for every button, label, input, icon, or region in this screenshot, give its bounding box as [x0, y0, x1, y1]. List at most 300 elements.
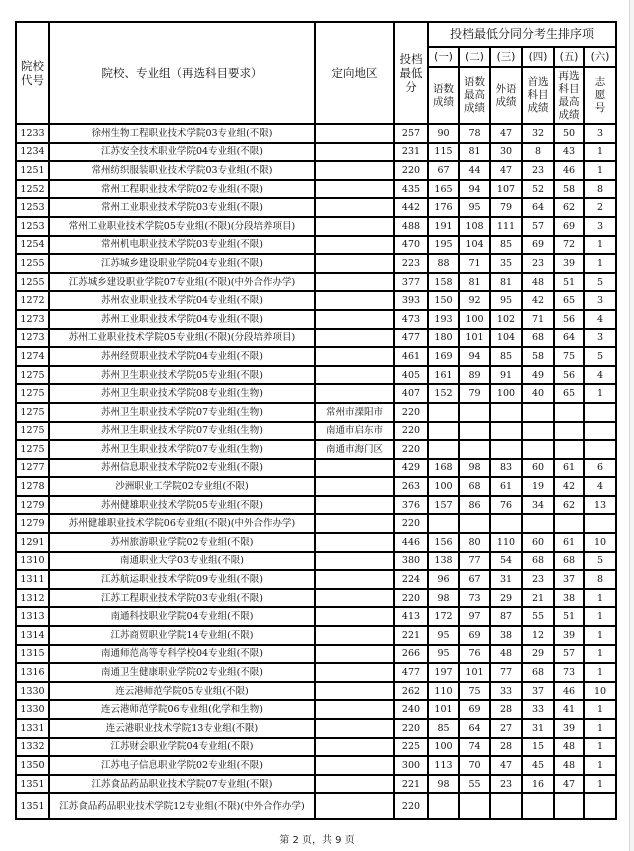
- tiebreak-cell-2: 76: [459, 645, 490, 664]
- tiebreak-cell-6: 4: [584, 477, 616, 496]
- table-row: [16, 738, 616, 757]
- tiebreak-cell-4: 8: [522, 143, 554, 162]
- min-score-cell: 435: [394, 180, 428, 199]
- name-cell: 苏州卫生职业技术学院07专业组(生物): [49, 422, 315, 441]
- tiebreak-cell-1: 158: [428, 273, 459, 292]
- tiebreak-cell-4: 31: [522, 719, 554, 738]
- tiebreak-cell-5: 61: [554, 459, 584, 478]
- min-score-cell: 442: [394, 198, 428, 217]
- code-cell: 1315: [16, 645, 49, 664]
- tiebreak-cell-3: 81: [490, 273, 522, 292]
- code-cell: 1350: [16, 756, 49, 775]
- tiebreak-cell-3: 28: [490, 738, 522, 757]
- tiebreak-cell-5: 41: [554, 700, 584, 719]
- tiebreak-cell-1: 165: [428, 180, 459, 199]
- tiebreak-cell-2: 92: [459, 291, 490, 310]
- tiebreak-cell-3: 30: [490, 143, 522, 162]
- tiebreak-cell-1: 110: [428, 682, 459, 701]
- min-score-cell: 221: [394, 626, 428, 645]
- name-cell: 江苏商贸职业学院14专业组(不限): [49, 626, 315, 645]
- tiebreak-cell-4: 42: [522, 291, 554, 310]
- code-cell: 1311: [16, 570, 49, 589]
- region-cell: [315, 793, 394, 819]
- name-cell: 连云港师范学院06专业组(化学和生物): [49, 700, 315, 719]
- min-score-cell: 220: [394, 161, 428, 180]
- code-cell: 1273: [16, 329, 49, 348]
- region-cell: [315, 645, 394, 664]
- tiebreak-cell-6: 1: [584, 738, 616, 757]
- tiebreak-cell-1: 150: [428, 291, 459, 310]
- tiebreak-cell-6: 1: [584, 663, 616, 682]
- tiebreak-cell-2: 98: [459, 459, 490, 478]
- name-cell: 常州纺织服装职业技术学院03专业组(不限): [49, 161, 315, 180]
- page-number: 第 2 页，共 9 页: [279, 835, 355, 846]
- tiebreak-cell-5: 39: [554, 254, 584, 273]
- tiebreak-cell-6: 8: [584, 180, 616, 199]
- tiebreak-cell-2: 94: [459, 347, 490, 366]
- code-cell: 1351: [16, 793, 49, 819]
- name-cell: 苏州工业职业技术学院05专业组(不限)(分段培养项目): [49, 329, 315, 348]
- tiebreak-cell-3: 104: [490, 329, 522, 348]
- tiebreak-cell-5: 51: [554, 607, 584, 626]
- code-cell: 1331: [16, 719, 49, 738]
- code-cell: 1332: [16, 738, 49, 757]
- table-row: [16, 198, 616, 217]
- tiebreak-cell-6: 3: [584, 329, 616, 348]
- tiebreak-cell-5: [554, 440, 584, 459]
- tiebreak-cell-5: 56: [554, 366, 584, 385]
- tiebreak-cell-2: 55: [459, 775, 490, 794]
- min-score-cell: 231: [394, 143, 428, 162]
- name-cell: 常州工业职业技术学院03专业组(不限): [49, 198, 315, 217]
- name-cell: 连云港职业技术学院13专业组(不限): [49, 719, 315, 738]
- tiebreak-cell-2: 100: [459, 310, 490, 329]
- header-tiebreak-group: 投档最低分同分考生排序项: [428, 22, 616, 47]
- tiebreak-cell-2: 81: [459, 143, 490, 162]
- tiebreak-cell-4: 34: [522, 496, 554, 515]
- tiebreak-cell-4: 58: [522, 347, 554, 366]
- tiebreak-cell-6: 6: [584, 459, 616, 478]
- tiebreak-cell-3: 48: [490, 645, 522, 664]
- tiebreak-cell-6: 1: [584, 254, 616, 273]
- table-row: [16, 384, 616, 403]
- region-cell: [315, 291, 394, 310]
- tiebreak-cell-4: 52: [522, 180, 554, 199]
- region-cell: 南通市启东市: [315, 422, 394, 441]
- name-cell: 常州工程职业技术学院02专业组(不限): [49, 180, 315, 199]
- header-sub-label: 首选 科目 成绩: [522, 67, 554, 124]
- name-cell: 苏州卫生职业技术学院07专业组(生物): [49, 440, 315, 459]
- name-cell: 苏州信息职业技术学院02专业组(不限): [49, 459, 315, 478]
- tiebreak-cell-6: 1: [584, 236, 616, 255]
- tiebreak-cell-2: 78: [459, 124, 490, 143]
- tiebreak-cell-6: 1: [584, 143, 616, 162]
- code-cell: 1255: [16, 273, 49, 292]
- min-score-cell: 477: [394, 663, 428, 682]
- tiebreak-cell-6: 1: [584, 700, 616, 719]
- min-score-cell: 224: [394, 570, 428, 589]
- name-cell: 沙洲职业工学院02专业组(不限): [49, 477, 315, 496]
- tiebreak-cell-1: 115: [428, 143, 459, 162]
- min-score-cell: 376: [394, 496, 428, 515]
- tiebreak-cell-3: 29: [490, 589, 522, 608]
- tiebreak-cell-5: 39: [554, 719, 584, 738]
- tiebreak-cell-6: 1: [584, 756, 616, 775]
- table-row: [16, 254, 616, 273]
- tiebreak-cell-3: 102: [490, 310, 522, 329]
- table-header: [16, 22, 616, 124]
- tiebreak-cell-5: [554, 403, 584, 422]
- tiebreak-cell-2: 69: [459, 626, 490, 645]
- tiebreak-cell-5: 42: [554, 477, 584, 496]
- tiebreak-cell-6: 10: [584, 682, 616, 701]
- tiebreak-cell-2: 70: [459, 756, 490, 775]
- tiebreak-cell-3: 27: [490, 719, 522, 738]
- region-cell: 常州市溧阳市: [315, 403, 394, 422]
- tiebreak-cell-5: 39: [554, 626, 584, 645]
- tiebreak-cell-2: 71: [459, 254, 490, 273]
- tiebreak-cell-2: 69: [459, 700, 490, 719]
- tiebreak-cell-3: 85: [490, 347, 522, 366]
- tiebreak-cell-5: 72: [554, 236, 584, 255]
- table-row: [16, 589, 616, 608]
- name-cell: 苏州旅游职业学院02专业组(不限): [49, 533, 315, 552]
- min-score-cell: 240: [394, 700, 428, 719]
- code-cell: 1275: [16, 384, 49, 403]
- region-cell: [315, 589, 394, 608]
- code-cell: 1275: [16, 440, 49, 459]
- name-cell: 南通职业大学03专业组(不限): [49, 552, 315, 571]
- tiebreak-cell-2: 75: [459, 682, 490, 701]
- tiebreak-cell-4: 71: [522, 310, 554, 329]
- min-score-cell: 429: [394, 459, 428, 478]
- tiebreak-cell-4: 21: [522, 589, 554, 608]
- tiebreak-cell-1: 101: [428, 700, 459, 719]
- tiebreak-cell-6: 1: [584, 645, 616, 664]
- code-cell: 1313: [16, 607, 49, 626]
- region-cell: [315, 180, 394, 199]
- region-cell: [315, 533, 394, 552]
- min-score-cell: 220: [394, 440, 428, 459]
- tiebreak-cell-4: 33: [522, 700, 554, 719]
- min-score-cell: 488: [394, 217, 428, 236]
- tiebreak-cell-5: 47: [554, 775, 584, 794]
- code-cell: 1254: [16, 236, 49, 255]
- table-row: [16, 310, 616, 329]
- tiebreak-cell-4: 49: [522, 366, 554, 385]
- code-cell: 1253: [16, 198, 49, 217]
- code-cell: 1251: [16, 161, 49, 180]
- tiebreak-cell-5: [554, 514, 584, 533]
- region-cell: [315, 775, 394, 794]
- tiebreak-cell-2: 44: [459, 161, 490, 180]
- table-row: [16, 533, 616, 552]
- header-region: 定向地区: [315, 22, 394, 124]
- tiebreak-cell-4: 68: [522, 552, 554, 571]
- region-cell: [315, 719, 394, 738]
- tiebreak-cell-3: 77: [490, 663, 522, 682]
- tiebreak-cell-2: 81: [459, 273, 490, 292]
- tiebreak-cell-1: 169: [428, 347, 459, 366]
- region-cell: [315, 514, 394, 533]
- name-cell: 江苏财会职业学院04专业组(不限): [49, 738, 315, 757]
- table-row: [16, 756, 616, 775]
- tiebreak-cell-3: [490, 514, 522, 533]
- tiebreak-cell-2: 73: [459, 589, 490, 608]
- tiebreak-cell-4: 23: [522, 570, 554, 589]
- name-cell: 南通卫生健康职业学院02专业组(不限): [49, 663, 315, 682]
- region-cell: [315, 607, 394, 626]
- name-cell: 苏州经贸职业技术学院04专业组(不限): [49, 347, 315, 366]
- min-score-cell: 413: [394, 607, 428, 626]
- tiebreak-cell-4: 45: [522, 756, 554, 775]
- tiebreak-cell-3: 110: [490, 533, 522, 552]
- table-row: [16, 180, 616, 199]
- scrollbar-track[interactable]: [629, 0, 634, 851]
- name-cell: 江苏航运职业技术学院09专业组(不限): [49, 570, 315, 589]
- tiebreak-cell-3: 47: [490, 756, 522, 775]
- name-cell: 南通师范高等专科学校04专业组(不限): [49, 645, 315, 664]
- min-score-cell: 220: [394, 793, 428, 819]
- code-cell: 1314: [16, 626, 49, 645]
- name-cell: 江苏工程职业技术学院03专业组(不限): [49, 589, 315, 608]
- tiebreak-cell-1: 113: [428, 756, 459, 775]
- table-row: [16, 719, 616, 738]
- header-sub-label: 语数 最高 成绩: [459, 67, 490, 124]
- min-score-cell: 263: [394, 477, 428, 496]
- tiebreak-cell-3: [490, 793, 522, 819]
- tiebreak-cell-5: 37: [554, 570, 584, 589]
- admission-score-table: [15, 21, 617, 820]
- tiebreak-cell-1: [428, 514, 459, 533]
- min-score-cell: 220: [394, 514, 428, 533]
- table-row: [16, 366, 616, 385]
- tiebreak-cell-6: 2: [584, 198, 616, 217]
- tiebreak-cell-2: 79: [459, 384, 490, 403]
- tiebreak-cell-5: 64: [554, 329, 584, 348]
- tiebreak-cell-6: 4: [584, 366, 616, 385]
- tiebreak-cell-5: [554, 793, 584, 819]
- code-cell: 1275: [16, 422, 49, 441]
- tiebreak-cell-1: 98: [428, 589, 459, 608]
- tiebreak-cell-4: 55: [522, 607, 554, 626]
- tiebreak-cell-4: [522, 422, 554, 441]
- region-cell: [315, 384, 394, 403]
- table-row: [16, 626, 616, 645]
- name-cell: 江苏食品药品职业技术学院12专业组(不限)(中外合作办学): [49, 793, 315, 819]
- region-cell: [315, 626, 394, 645]
- tiebreak-cell-4: 23: [522, 254, 554, 273]
- tiebreak-cell-5: 57: [554, 645, 584, 664]
- header-name: 院校、专业组（再选科目要求）: [49, 22, 315, 124]
- tiebreak-cell-2: [459, 514, 490, 533]
- name-cell: 常州工业职业技术学院05专业组(不限)(分段培养项目): [49, 217, 315, 236]
- code-cell: 1279: [16, 514, 49, 533]
- min-score-cell: 380: [394, 552, 428, 571]
- min-score-cell: 262: [394, 682, 428, 701]
- name-cell: 苏州健雄职业技术学院05专业组(不限): [49, 496, 315, 515]
- region-cell: [315, 329, 394, 348]
- tiebreak-cell-1: 195: [428, 236, 459, 255]
- code-cell: 1279: [16, 496, 49, 515]
- min-score-cell: 266: [394, 645, 428, 664]
- code-cell: 1252: [16, 180, 49, 199]
- tiebreak-cell-3: 87: [490, 607, 522, 626]
- code-cell: 1330: [16, 700, 49, 719]
- tiebreak-cell-3: 23: [490, 775, 522, 794]
- code-cell: 1277: [16, 459, 49, 478]
- tiebreak-cell-4: 37: [522, 682, 554, 701]
- tiebreak-cell-2: 80: [459, 533, 490, 552]
- region-cell: [315, 161, 394, 180]
- tiebreak-cell-5: 75: [554, 347, 584, 366]
- tiebreak-cell-5: 65: [554, 291, 584, 310]
- region-cell: [315, 143, 394, 162]
- tiebreak-cell-6: 5: [584, 273, 616, 292]
- header-code: 院校 代号: [16, 22, 49, 124]
- name-cell: 江苏安全技术职业学院04专业组(不限): [49, 143, 315, 162]
- tiebreak-cell-1: 197: [428, 663, 459, 682]
- tiebreak-cell-5: 50: [554, 124, 584, 143]
- code-cell: 1253: [16, 217, 49, 236]
- table-row: [16, 440, 616, 459]
- tiebreak-cell-3: 76: [490, 496, 522, 515]
- tiebreak-cell-2: 89: [459, 366, 490, 385]
- region-cell: [315, 273, 394, 292]
- tiebreak-cell-2: [459, 440, 490, 459]
- min-score-cell: 477: [394, 329, 428, 348]
- name-cell: 徐州生物工程职业技术学院03专业组(不限): [49, 124, 315, 143]
- code-cell: 1278: [16, 477, 49, 496]
- tiebreak-cell-4: 23: [522, 161, 554, 180]
- tiebreak-cell-6: 5: [584, 347, 616, 366]
- code-cell: 1291: [16, 533, 49, 552]
- region-cell: [315, 570, 394, 589]
- tiebreak-cell-6: 3: [584, 124, 616, 143]
- region-cell: [315, 756, 394, 775]
- tiebreak-cell-2: 101: [459, 663, 490, 682]
- name-cell: 江苏城乡建设职业学院07专业组(不限)(中外合作办学): [49, 273, 315, 292]
- tiebreak-cell-2: 97: [459, 607, 490, 626]
- min-score-cell: 220: [394, 422, 428, 441]
- tiebreak-cell-3: 31: [490, 570, 522, 589]
- region-cell: 南通市海门区: [315, 440, 394, 459]
- tiebreak-cell-1: 161: [428, 366, 459, 385]
- region-cell: [315, 459, 394, 478]
- tiebreak-cell-5: 61: [554, 533, 584, 552]
- tiebreak-cell-4: [522, 403, 554, 422]
- tiebreak-cell-1: 168: [428, 459, 459, 478]
- tiebreak-cell-1: 193: [428, 310, 459, 329]
- tiebreak-cell-6: 10: [584, 533, 616, 552]
- tiebreak-cell-2: 64: [459, 719, 490, 738]
- tiebreak-cell-4: [522, 793, 554, 819]
- code-cell: 1316: [16, 663, 49, 682]
- min-score-cell: 377: [394, 273, 428, 292]
- table-row: [16, 329, 616, 348]
- tiebreak-cell-1: 100: [428, 477, 459, 496]
- min-score-cell: 470: [394, 236, 428, 255]
- table-row: [16, 496, 616, 515]
- tiebreak-cell-5: 38: [554, 589, 584, 608]
- tiebreak-cell-5: 69: [554, 217, 584, 236]
- table-row: [16, 217, 616, 236]
- min-score-cell: 393: [394, 291, 428, 310]
- region-cell: [315, 236, 394, 255]
- tiebreak-cell-3: [490, 422, 522, 441]
- tiebreak-cell-5: 73: [554, 663, 584, 682]
- tiebreak-cell-5: 43: [554, 143, 584, 162]
- table-row: [16, 347, 616, 366]
- tiebreak-cell-1: 96: [428, 570, 459, 589]
- tiebreak-cell-6: [584, 403, 616, 422]
- tiebreak-cell-6: [584, 514, 616, 533]
- region-cell: [315, 310, 394, 329]
- table-row: [16, 514, 616, 533]
- name-cell: 南通科技职业学院04专业组(不限): [49, 607, 315, 626]
- region-cell: [315, 477, 394, 496]
- tiebreak-cell-6: [584, 440, 616, 459]
- tiebreak-cell-1: 100: [428, 738, 459, 757]
- tiebreak-cell-4: 69: [522, 236, 554, 255]
- min-score-cell: 223: [394, 254, 428, 273]
- code-cell: 1275: [16, 403, 49, 422]
- tiebreak-cell-1: 157: [428, 496, 459, 515]
- tiebreak-cell-1: 191: [428, 217, 459, 236]
- tiebreak-cell-2: 77: [459, 552, 490, 571]
- name-cell: 苏州卫生职业技术学院08专业组(生物): [49, 384, 315, 403]
- tiebreak-cell-5: 51: [554, 273, 584, 292]
- tiebreak-cell-3: 38: [490, 626, 522, 645]
- tiebreak-cell-6: 4: [584, 310, 616, 329]
- tiebreak-cell-3: 61: [490, 477, 522, 496]
- tiebreak-cell-2: [459, 403, 490, 422]
- name-cell: 江苏电子信息职业学院02专业组(不限): [49, 756, 315, 775]
- tiebreak-cell-6: [584, 793, 616, 819]
- region-cell: [315, 198, 394, 217]
- header-min-score: 投档 最低 分: [394, 22, 428, 124]
- region-cell: [315, 738, 394, 757]
- tiebreak-cell-2: 95: [459, 198, 490, 217]
- table-row: [16, 124, 616, 143]
- region-cell: [315, 552, 394, 571]
- tiebreak-cell-3: 47: [490, 124, 522, 143]
- tiebreak-cell-3: 85: [490, 236, 522, 255]
- tiebreak-cell-1: 90: [428, 124, 459, 143]
- header-sub-label: 外语 成绩: [490, 67, 522, 124]
- table-row: [16, 607, 616, 626]
- name-cell: 苏州健雄职业技术学院06专业组(不限)(中外合作办学): [49, 514, 315, 533]
- tiebreak-cell-1: 156: [428, 533, 459, 552]
- table-row: [16, 477, 616, 496]
- tiebreak-cell-1: 152: [428, 384, 459, 403]
- table-row: [16, 161, 616, 180]
- tiebreak-cell-2: 68: [459, 477, 490, 496]
- min-score-cell: 300: [394, 756, 428, 775]
- tiebreak-cell-5: 68: [554, 552, 584, 571]
- header-sub-num: (五): [554, 47, 584, 67]
- tiebreak-cell-3: 83: [490, 459, 522, 478]
- region-cell: [315, 347, 394, 366]
- header-sub-num: (二): [459, 47, 490, 67]
- tiebreak-cell-1: [428, 440, 459, 459]
- name-cell: 苏州卫生职业技术学院05专业组(不限): [49, 366, 315, 385]
- tiebreak-cell-3: 111: [490, 217, 522, 236]
- tiebreak-cell-6: 1: [584, 384, 616, 403]
- table-row: [16, 273, 616, 292]
- tiebreak-cell-5: 62: [554, 496, 584, 515]
- tiebreak-cell-5: 62: [554, 198, 584, 217]
